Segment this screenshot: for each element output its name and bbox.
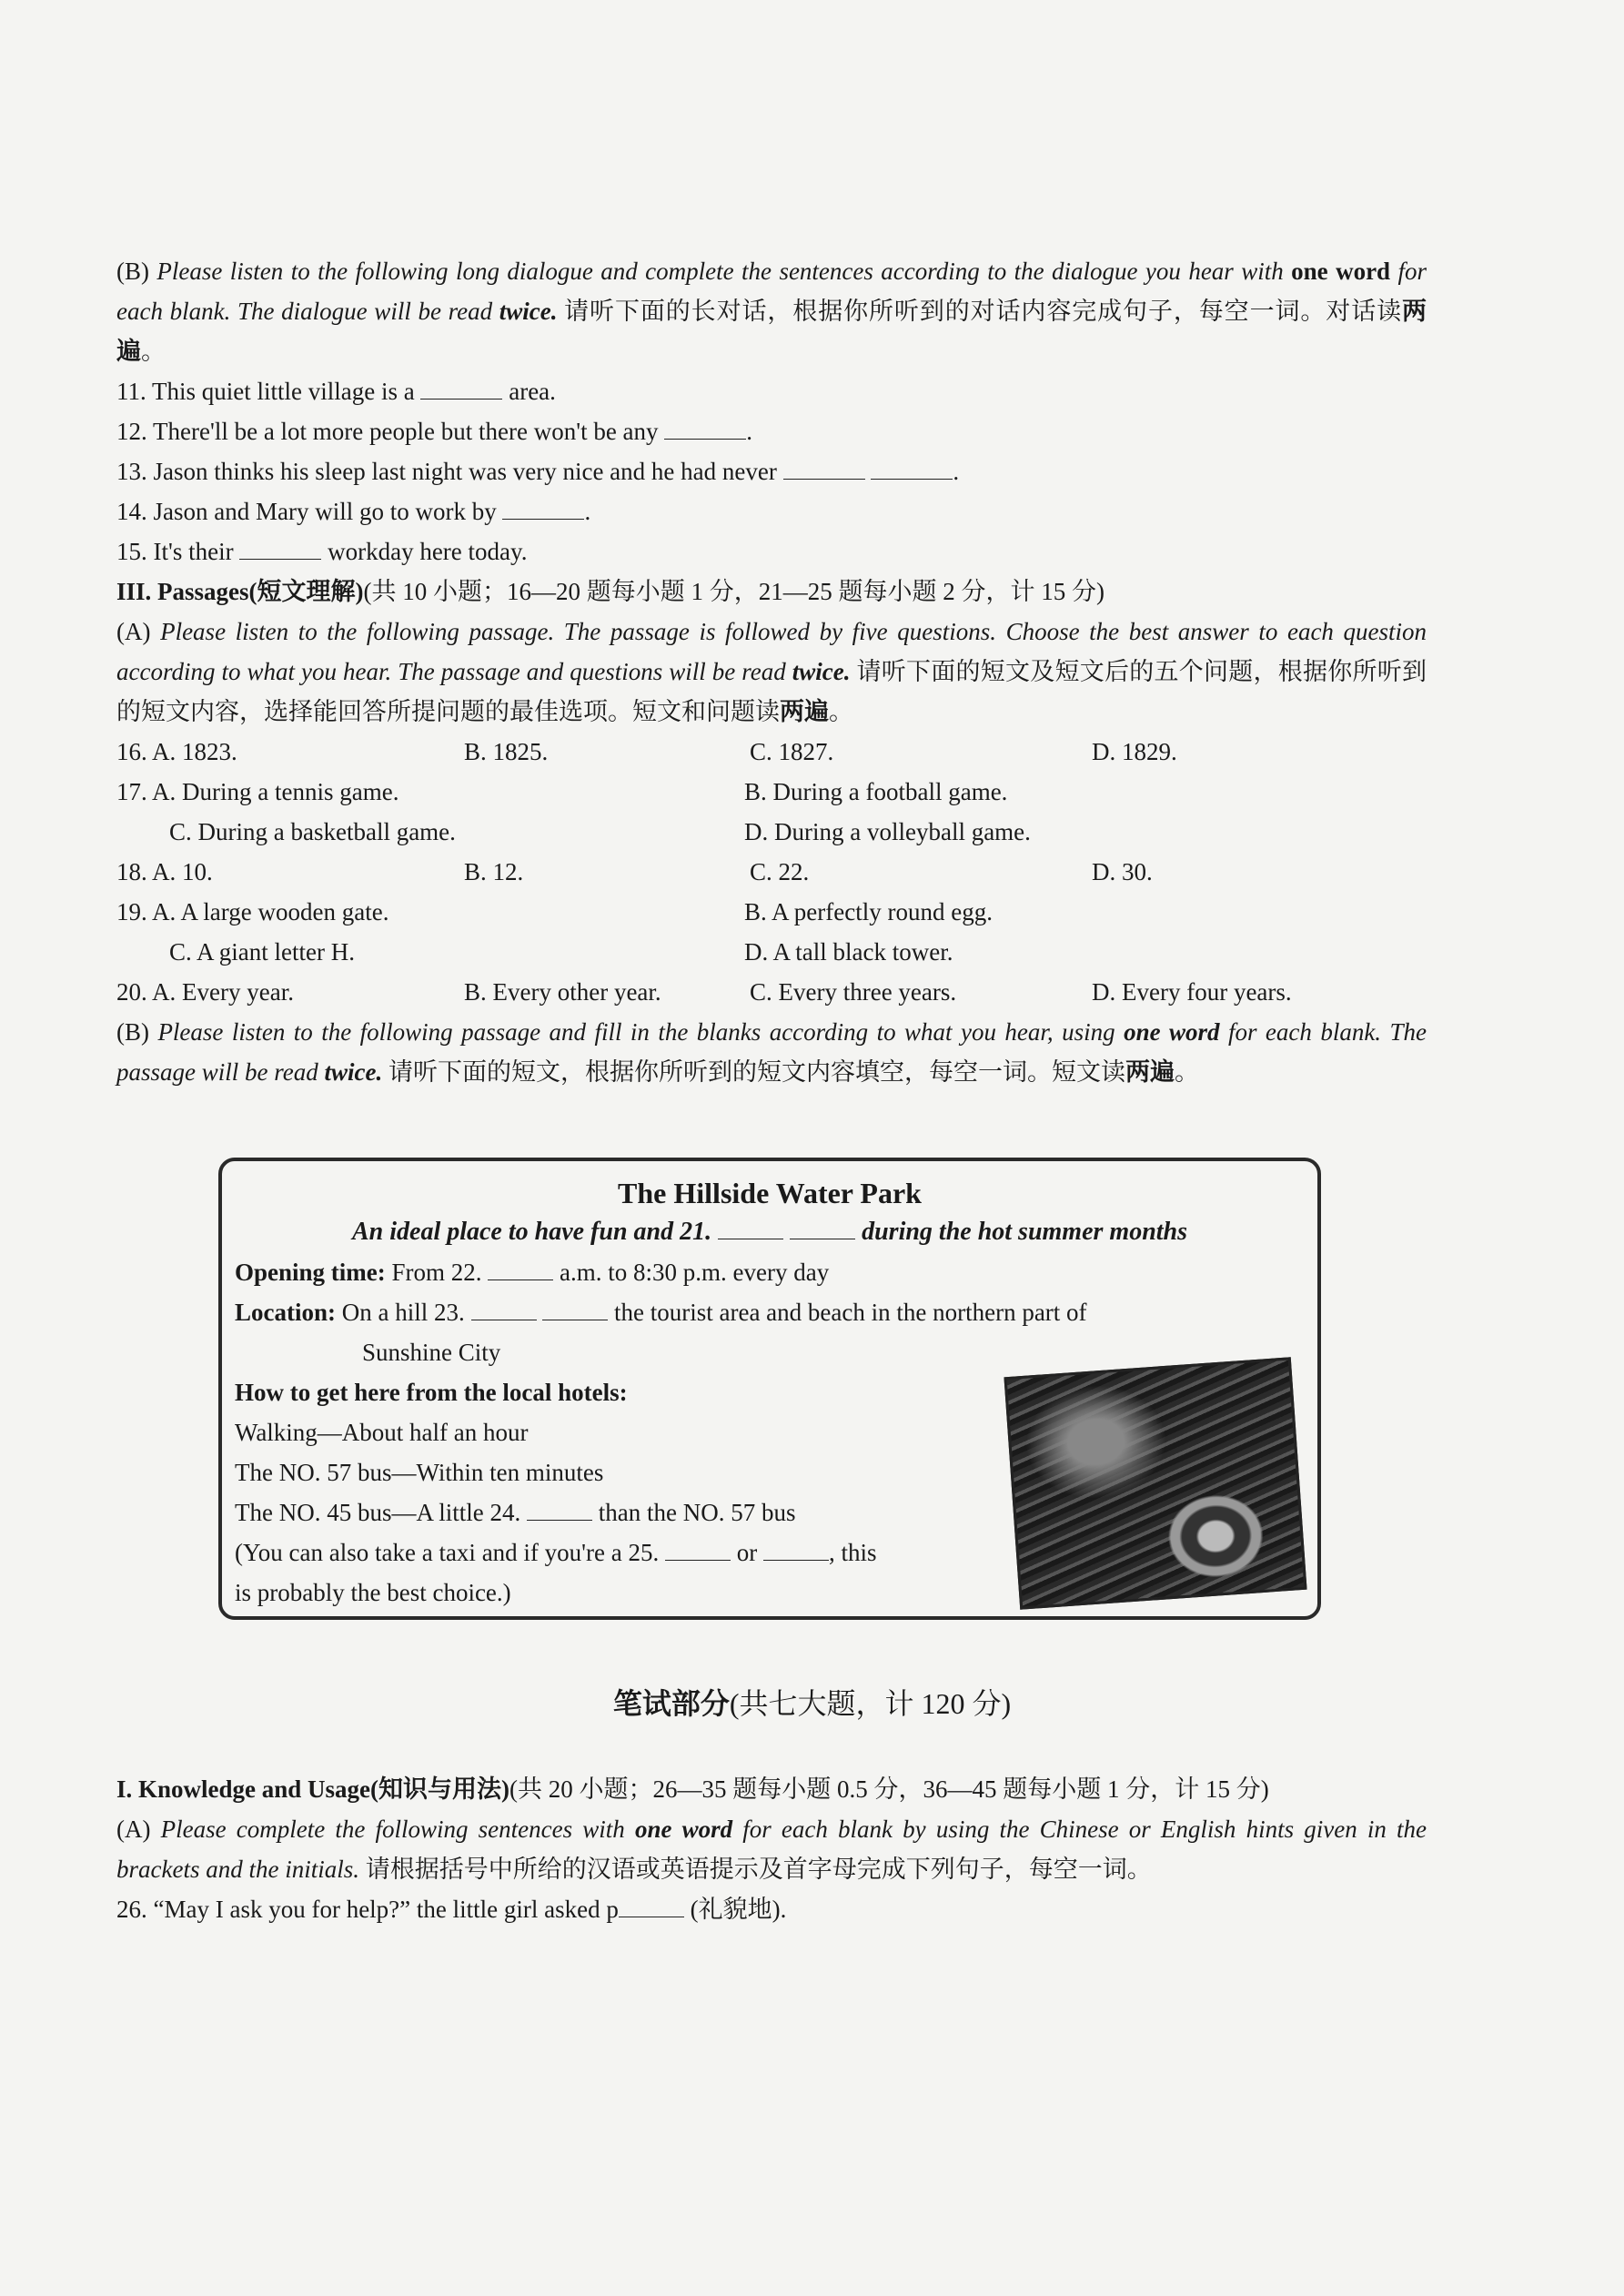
location: Location: On a hill 23. the tourist area and beach in the northern part of — [235, 1292, 1305, 1332]
answer-blank[interactable] — [420, 375, 502, 400]
bus-45: The NO. 45 bus—A little 24. than the NO. 57 bus — [235, 1492, 1305, 1532]
option-d[interactable]: D. Every four years. — [1092, 978, 1292, 1006]
option-b[interactable]: B. 1825. — [464, 738, 549, 765]
answer-blank[interactable] — [488, 1256, 553, 1280]
option-d[interactable]: D. During a volleyball game. — [744, 818, 1031, 845]
question-19-cont — [116, 932, 1427, 972]
how-to-get-heading: How to get here from the local hotels: — [235, 1379, 628, 1406]
option-a[interactable]: 17. A. During a tennis game. — [116, 778, 399, 805]
answer-blank[interactable] — [239, 535, 321, 560]
water-park-photo — [1004, 1357, 1306, 1609]
option-d[interactable]: D. A tall black tower. — [744, 938, 953, 966]
passage-a-instructions: (A) Please listen to the following passage. The passage is followed by five questions. Choose the best answer to each question according to what you hear. The passage and questions will be read twice. 请听下面的短文及短文后的五个问题，根据你所听到的短文内容，选择能回答所提问题的最佳选项。短文和问题读两遍。 — [116, 618, 1427, 725]
option-a[interactable]: 19. A. A large wooden gate. — [116, 898, 389, 925]
question-18 — [116, 852, 1427, 892]
option-a[interactable]: 18. A. 10. — [116, 858, 213, 885]
passage-b-instructions: (B) Please listen to the following passage and fill in the blanks according to what you hear, using one word for each blank. The passage will be read twice. 请听下面的短文，根据你所听到的短文内容填空，每空一词。短文读两遍。 — [116, 1018, 1427, 1086]
answer-blank[interactable] — [619, 1893, 684, 1917]
answer-blank[interactable] — [783, 455, 865, 480]
water-park-info-box — [218, 1158, 1321, 1620]
written-section-title: 笔试部分(共七大题，计 120 分) — [612, 1687, 1012, 1720]
answer-blank[interactable] — [471, 1296, 537, 1320]
answer-blank[interactable] — [763, 1536, 829, 1561]
section-heading-passages: III. Passages(短文理解)(共 10 小题；16—20 题每小题 1 分，21—25 题每小题 2 分，计 15 分) — [116, 578, 1105, 605]
answer-blank[interactable] — [527, 1496, 592, 1521]
option-b[interactable]: B. Every other year. — [464, 978, 661, 1006]
taxi-note-cont: is probably the best choice.) — [235, 1579, 511, 1606]
option-b[interactable]: B. A perfectly round egg. — [744, 898, 993, 925]
option-d[interactable]: D. 1829. — [1092, 738, 1177, 765]
box-title: The Hillside Water Park — [618, 1177, 922, 1209]
location-cont: Sunshine City — [362, 1339, 501, 1366]
answer-blank[interactable] — [664, 415, 746, 440]
question-15: 15. It's their workday here today. — [116, 531, 1427, 571]
section-heading-knowledge: I. Knowledge and Usage(知识与用法)(共 20 小题；26—35 题每小题 0.5 分，36—45 题每小题 1 分，计 15 分) — [116, 1775, 1269, 1803]
option-c[interactable]: C. A giant letter H. — [169, 938, 355, 966]
question-20 — [116, 972, 1427, 1012]
answer-blank[interactable] — [790, 1215, 855, 1239]
option-c[interactable]: C. During a basketball game. — [169, 818, 456, 845]
question-16 — [116, 732, 1427, 772]
question-12: 12. There'll be a lot more people but there won't be any . — [116, 411, 1427, 451]
answer-blank[interactable] — [871, 455, 953, 480]
answer-blank[interactable] — [502, 495, 584, 520]
question-13: 13. Jason thinks his sleep last night was very nice and he had never . — [116, 451, 1427, 491]
dialogue-instructions: (B) Please listen to the following long dialogue and complete the sentences according to the dialogue you hear with one word for each blank. The dialogue will be read twice. 请听下面的长对话，根据你所听到的对话内容完成句子，每空一词。对话读两遍。 — [116, 258, 1427, 365]
option-a[interactable]: 20. A. Every year. — [116, 978, 294, 1006]
box-subtitle: An ideal place to have fun and 21. during the hot summer months — [235, 1212, 1305, 1252]
question-19 — [116, 892, 1427, 932]
answer-blank[interactable] — [665, 1536, 731, 1561]
option-b[interactable]: B. During a football game. — [744, 778, 1008, 805]
knowledge-a-instructions: (A) Please complete the following sentences with one word for each blank by using the Chinese or English hints given in the brackets and the initials. 请根据括号中所给的汉语或英语提示及首字母完成下列句子，每空一词。 — [116, 1816, 1427, 1883]
taxi-note: (You can also take a taxi and if you're a 25. or , this — [235, 1532, 1305, 1573]
option-b[interactable]: B. 12. — [464, 858, 524, 885]
question-17 — [116, 772, 1427, 812]
option-d[interactable]: D. 30. — [1092, 858, 1153, 885]
question-11: 11. This quiet little village is a area. — [116, 371, 1427, 411]
answer-blank[interactable] — [542, 1296, 608, 1320]
bus-57: The NO. 57 bus—Within ten minutes — [235, 1459, 604, 1486]
question-17-cont — [116, 812, 1427, 852]
question-14: 14. Jason and Mary will go to work by . — [116, 491, 1427, 531]
option-c[interactable]: C. 22. — [750, 858, 810, 885]
option-c[interactable]: C. 1827. — [750, 738, 834, 765]
option-a[interactable]: 16. A. 1823. — [116, 738, 237, 765]
exam-page — [116, 251, 1427, 1092]
answer-blank[interactable] — [718, 1215, 783, 1239]
opening-time: Opening time: From 22. a.m. to 8:30 p.m. every day — [235, 1252, 1305, 1292]
question-26: 26. “May I ask you for help?” the little girl asked p (礼貌地). — [116, 1889, 1427, 1929]
walking: Walking—About half an hour — [235, 1419, 529, 1446]
option-c[interactable]: C. Every three years. — [750, 978, 957, 1006]
knowledge-section — [116, 1769, 1427, 1929]
